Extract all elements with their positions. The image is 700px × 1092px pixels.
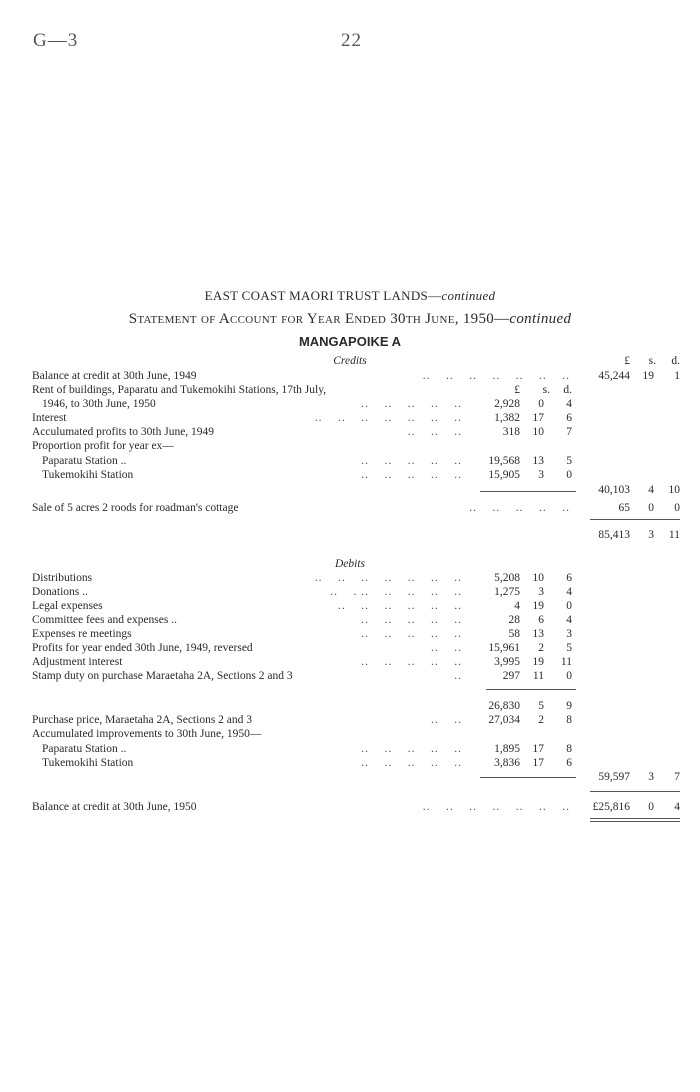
debits-total-shillings: 3 (648, 771, 654, 783)
credit-row-8-leader-dots: .. .. .. .. .. (361, 469, 462, 481)
credit-row-7-mid-shillings: 13 (532, 455, 544, 467)
debit-row-3-label: Legal expenses (32, 600, 103, 612)
debit-row-6-label: Profits for year ended 30th June, 1949, reversed (32, 642, 253, 654)
section-title (0, 288, 700, 304)
credit-row-3-mid-pence: 4 (566, 398, 572, 410)
debit-row-8-mid-shillings: 11 (532, 670, 544, 682)
debit-row-6-mid-pence: 5 (566, 642, 572, 654)
rule-debits-mid (486, 689, 576, 690)
balance-row-leader-dots: .. .. .. .. .. .. .. (422, 801, 570, 813)
debit-row2-4-mid-pounds: 3,836 (494, 757, 520, 769)
credit-row-3-mid-shillings: 0 (538, 398, 544, 410)
debit-row-1-leader-dots: .. .. .. .. .. .. .. (314, 572, 462, 584)
debit-row2-4-leader-dots: .. .. .. .. .. (361, 757, 462, 769)
credit-row-4-mid-pounds: 1,382 (494, 412, 520, 424)
statement-title-main: Statement of Account for Year Ended 30th June, 1950— (128, 311, 510, 327)
credit-row-1-right-shillings: 19 (642, 370, 654, 382)
debit-row2-3-mid-pence: 8 (566, 743, 572, 755)
mid-head-shillings: s. (542, 384, 550, 396)
debit-row2-2-label: Accumulated improvements to 30th June, 1950— (32, 728, 262, 740)
debit-row-1-mid-pence: 6 (566, 572, 572, 584)
rule-balance-2 (590, 821, 680, 822)
debit-row-1-label: Distributions (32, 572, 93, 584)
debit-row2-4-mid-pence: 6 (566, 757, 572, 769)
debit-row2-1-leader-dots: .. .. (431, 714, 462, 726)
credits-total-pounds: 85,413 (598, 529, 630, 541)
credit-row-1-right-pence: 1 (674, 370, 680, 382)
debit-row-2-label: Donations .. (32, 586, 88, 598)
debit-row-5-label: Expenses re meetings (32, 628, 132, 640)
statement-title (0, 311, 700, 328)
credit-row-10-leader-dots: .. .. .. .. .. (469, 502, 570, 514)
credits-heading: Credits (333, 355, 367, 367)
credit-row-3-leader-dots: .. .. .. .. .. (361, 398, 462, 410)
credit-row-9-right-pounds: 40,103 (598, 484, 630, 496)
credit-row-5-leader-dots: .. .. .. (407, 426, 462, 438)
rule-debits-mid-2 (480, 777, 576, 778)
debit-row-6-mid-shillings: 2 (538, 642, 544, 654)
credits-total-pence: 11 (668, 529, 680, 541)
credit-row-7-leader-dots: .. .. .. .. .. (361, 455, 462, 467)
debit-row-2-leader-dots: .. . .. .. .. .. .. (330, 586, 462, 598)
mid-head-pence: d. (563, 384, 572, 396)
debit-row-7-mid-pence: 11 (560, 656, 572, 668)
debit-row-3-mid-pounds: 4 (514, 600, 520, 612)
credit-row-1-right-pounds: 45,244 (598, 370, 630, 382)
debits-subtotal-pence: 9 (566, 700, 572, 712)
debits-total-pounds: 59,597 (598, 771, 630, 783)
credit-row-9-right-pence: 10 (668, 484, 680, 496)
debit-row-2-mid-shillings: 3 (538, 586, 544, 598)
credit-row-3-label: 1946, to 30th June, 1950 (42, 398, 156, 410)
credit-row-1-leader-dots: .. .. .. .. .. .. .. (422, 370, 570, 382)
debit-row2-4-mid-shillings: 17 (532, 757, 544, 769)
debit-row-5-mid-shillings: 13 (532, 628, 544, 640)
debit-row-4-leader-dots: .. .. .. .. .. (361, 614, 462, 626)
debit-row-5-mid-pence: 3 (566, 628, 572, 640)
credit-row-7-mid-pounds: 19,568 (488, 455, 520, 467)
debit-row-6-leader-dots: .. .. (431, 642, 462, 654)
debit-row-8-leader-dots: .. (454, 670, 462, 682)
section-title-continued: continued (441, 288, 496, 303)
debit-row-7-leader-dots: .. .. .. .. .. (361, 656, 462, 668)
debit-row-6-mid-pounds: 15,961 (488, 642, 520, 654)
debit-row-4-mid-pence: 4 (566, 614, 572, 626)
col-head-pounds: £ (624, 355, 630, 367)
debit-row-1-mid-pounds: 5,208 (494, 572, 520, 584)
credit-row-5-mid-pounds: 318 (502, 426, 520, 438)
credit-row-4-leader-dots: .. .. .. .. .. .. .. (314, 412, 462, 424)
rule-balance-1 (590, 818, 680, 819)
debit-row-8-mid-pounds: 297 (502, 670, 520, 682)
debit-row2-4-label: Tukemokihi Station (42, 757, 134, 769)
credit-row-4-mid-pence: 6 (566, 412, 572, 424)
credit-row-1-label: Balance at credit at 30th June, 1949 (32, 370, 197, 382)
statement-title-continued: continued (509, 311, 572, 327)
credit-row-7-label: Paparatu Station .. (42, 455, 127, 467)
debit-row-2-mid-pence: 4 (566, 586, 572, 598)
debit-row2-3-mid-pounds: 1,895 (494, 743, 520, 755)
debit-row-2-mid-pounds: 1,275 (494, 586, 520, 598)
debit-row-3-leader-dots: .. .. .. .. .. .. (338, 600, 462, 612)
credit-row-8-label: Tukemokihi Station (42, 469, 134, 481)
debit-row-5-leader-dots: .. .. .. .. .. (361, 628, 462, 640)
debit-row2-3-leader-dots: .. .. .. .. .. (361, 743, 462, 755)
credit-row-5-mid-pence: 7 (566, 426, 572, 438)
balance-row-right-pence: 4 (674, 801, 680, 813)
debit-row2-1-mid-pence: 8 (566, 714, 572, 726)
balance-row-right-pounds: £25,816 (592, 801, 630, 813)
rule-credits-right (590, 519, 680, 520)
debits-subtotal-pounds: 26,830 (488, 700, 520, 712)
debits-subtotal-shillings: 5 (538, 700, 544, 712)
debit-row-3-mid-shillings: 19 (532, 600, 544, 612)
credit-row-5-mid-shillings: 10 (532, 426, 544, 438)
page-number: 22 (341, 30, 362, 51)
debit-row2-1-label: Purchase price, Maraetaha 2A, Sections 2 and 3 (32, 714, 253, 726)
credit-row-10-label: Sale of 5 acres 2 roods for roadman's cottage (32, 502, 239, 514)
debits-heading: Debits (334, 558, 366, 570)
document-reference: G—3 (33, 30, 79, 51)
rule-debits-right (590, 791, 680, 792)
debit-row2-1-mid-pounds: 27,034 (488, 714, 520, 726)
debit-row2-1-mid-shillings: 2 (538, 714, 544, 726)
credit-row-6-label: Proportion profit for year ex— (32, 440, 174, 452)
credit-row-9-right-shillings: 4 (648, 484, 654, 496)
section-title-main: EAST COAST MAORI TRUST LANDS— (204, 288, 442, 303)
debit-row-3-mid-pence: 0 (566, 600, 572, 612)
debit-row-7-mid-shillings: 19 (532, 656, 544, 668)
credit-row-8-mid-shillings: 3 (538, 469, 544, 481)
credit-row-4-label: Interest (32, 412, 67, 424)
credits-total-shillings: 3 (648, 529, 654, 541)
rule-credits-mid (480, 491, 576, 492)
credit-row-10-right-shillings: 0 (648, 502, 654, 514)
debit-row-4-mid-pounds: 28 (508, 614, 520, 626)
credit-row-3-mid-pounds: 2,928 (494, 398, 520, 410)
col-head-pence: d. (671, 355, 680, 367)
debit-row-5-mid-pounds: 58 (508, 628, 520, 640)
block-title: MANGAPOIKE A (298, 334, 402, 349)
debits-total-pence: 7 (674, 771, 680, 783)
credit-row-2-label: Rent of buildings, Paparatu and Tukemokihi Stations, 17th July, (32, 384, 327, 396)
balance-row-label: Balance at credit at 30th June, 1950 (32, 801, 197, 813)
debit-row2-3-mid-shillings: 17 (532, 743, 544, 755)
debit-row-1-mid-shillings: 10 (532, 572, 544, 584)
credit-row-8-mid-pounds: 15,905 (488, 469, 520, 481)
credit-row-10-right-pounds: 65 (618, 502, 630, 514)
debit-row-4-label: Committee fees and expenses .. (32, 614, 177, 626)
credit-row-4-mid-shillings: 17 (532, 412, 544, 424)
debit-row2-3-label: Paparatu Station .. (42, 743, 127, 755)
credit-row-7-mid-pence: 5 (566, 455, 572, 467)
balance-row-right-shillings: 0 (648, 801, 654, 813)
credit-row-5-label: Acculumated profits to 30th June, 1949 (32, 426, 215, 438)
debit-row-8-label: Stamp duty on purchase Maraetaha 2A, Sections 2 and 3 (32, 670, 293, 682)
col-head-shillings: s. (648, 355, 656, 367)
debit-row-7-label: Adjustment interest (32, 656, 123, 668)
credit-row-8-mid-pence: 0 (566, 469, 572, 481)
credit-row-10-right-pence: 0 (674, 502, 680, 514)
mid-head-pounds: £ (514, 384, 520, 396)
debit-row-7-mid-pounds: 3,995 (494, 656, 520, 668)
debit-row-4-mid-shillings: 6 (538, 614, 544, 626)
debit-row-8-mid-pence: 0 (566, 670, 572, 682)
